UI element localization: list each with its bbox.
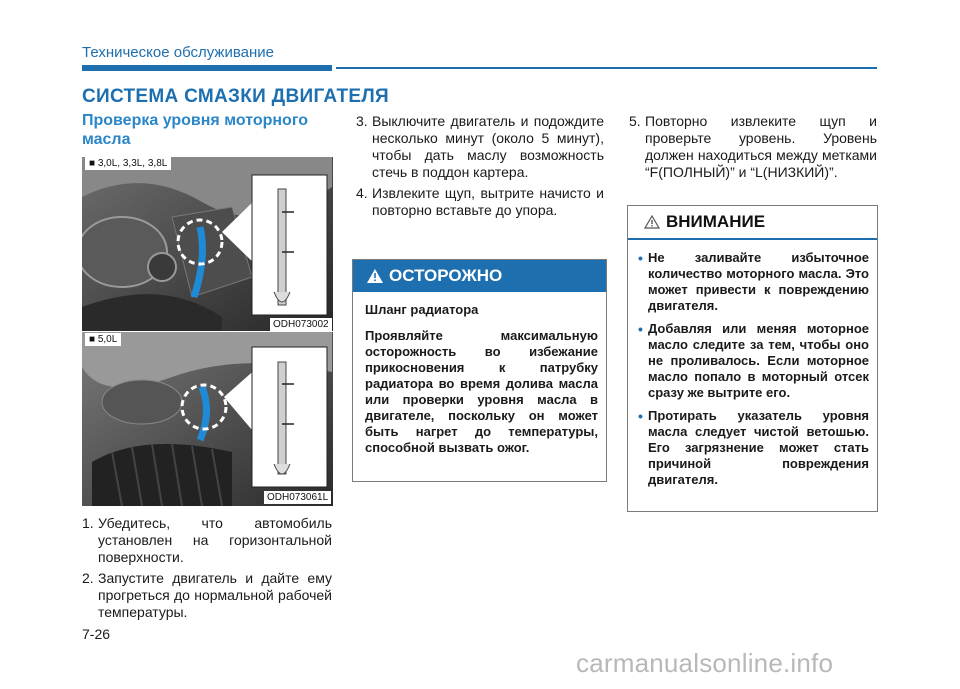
steps-left: [82, 515, 332, 625]
engine-photo-2: [82, 332, 333, 506]
subheading: Проверка уровня моторного масла: [82, 112, 309, 148]
header-rule-thin: [336, 67, 877, 69]
figure-2-code: ODH073061L: [264, 491, 331, 504]
watermark: carmanualsonline.info: [576, 648, 834, 678]
caution-item-1: • Не заливайте избыточное количество моторного масла. Это может привести к повреждению двигателя.: [638, 250, 869, 313]
steps-right: [629, 113, 877, 185]
step-5: 5. Повторно извлеките щуп и проверьте уровень. Уровень должен находиться между метками “F(ПОЛНЫЙ)” и “L(НИЗКИЙ)”.: [629, 113, 877, 180]
caution-item-2: • Добавляя или меняя моторное масло следите за тем, чтобы оно не проливалось. Если моторное масло попало в моторный отсек сразу же вытрите его.: [638, 321, 869, 400]
header-rule-thick: [82, 65, 332, 71]
section-title: Техническое обслуживание: [82, 44, 274, 61]
warning-triangle-icon: [644, 215, 660, 229]
warning-heading: Шланг радиатора: [365, 302, 479, 317]
warning-triangle-icon: [367, 269, 383, 283]
step-4: 4. Извлеките щуп, вытрите начисто и повторно вставьте до упора.: [356, 185, 604, 218]
step-1: 1. Убедитесь, что автомобиль установлен на горизонтальной поверхности.: [82, 515, 332, 565]
warning-box: [352, 259, 607, 482]
bullet-icon: •: [638, 321, 643, 337]
figure-2-label: ■ 5,0L: [85, 333, 121, 346]
figure-1-label: ■ 3,0L, 3,3L, 3,8L: [85, 157, 171, 170]
steps-middle: [356, 113, 604, 223]
step-3: 3. Выключите двигатель и подождите несколько минут (около 5 минут), чтобы дать маслу возможность стечь в поддон картера.: [356, 113, 604, 180]
figure-1-code: ODH073002: [270, 318, 332, 331]
square-bullet-icon: ■: [89, 158, 98, 169]
square-bullet-icon: ■: [89, 334, 98, 345]
page-number: 7-26: [82, 626, 111, 642]
bullet-icon: •: [638, 408, 643, 424]
bullet-icon: •: [638, 250, 643, 266]
caution-item-3: • Протирать указатель уровня масла следует чистой ветошью. Его загрязнение может стать причиной повреждения двигателя.: [638, 408, 869, 487]
engine-photo-1: [82, 157, 333, 331]
step-2: 2. Запустите двигатель и дайте ему прогреться до нормальной рабочей температуры.: [82, 570, 332, 620]
caution-box: [627, 205, 878, 512]
warning-text: Проявляйте максимальную осторожность во избежание прикосновения к патрубку радиатора во время долива масла или проверки уровня масла в двигателе, поскольку он может быть нагрет до температуры, способной вызвать ожог.: [365, 328, 598, 455]
warning-header: ОСТОРОЖНО: [353, 260, 606, 292]
chapter-title: СИСТЕМА СМАЗКИ ДВИГАТЕЛЯ: [82, 86, 389, 107]
caution-header: ВНИМАНИЕ: [628, 206, 877, 240]
